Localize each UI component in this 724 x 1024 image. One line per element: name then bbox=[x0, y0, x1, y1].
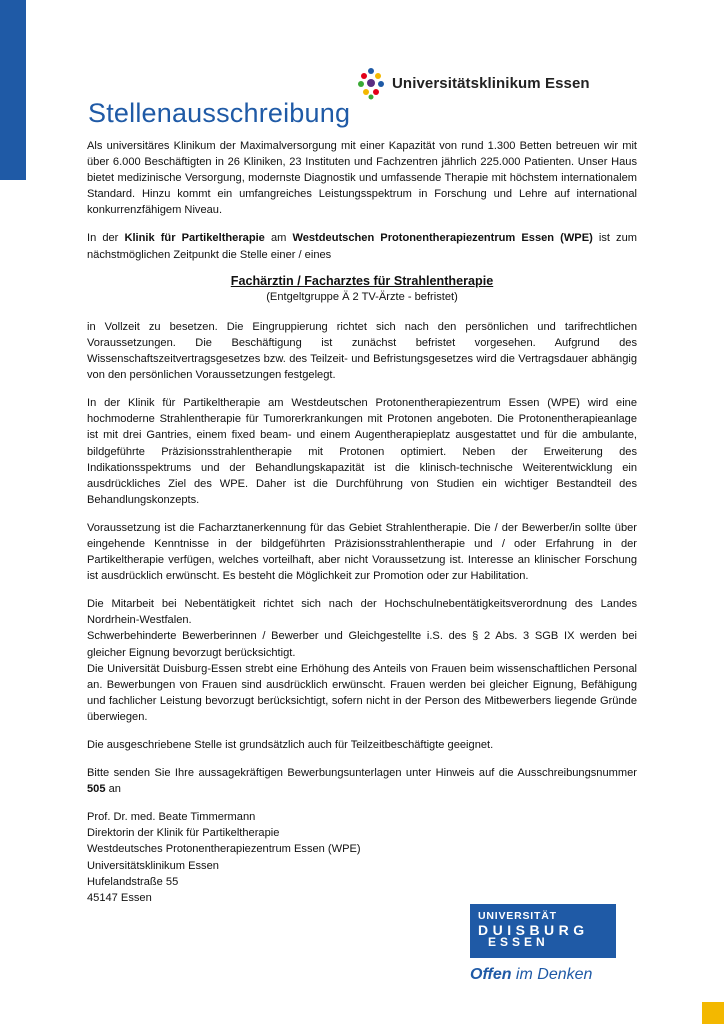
note-women: Die Universität Duisburg-Essen strebt eine Erhöhung des Anteils von Frauen beim wissenschaftlichen Personal an. Bewerbungen von Frauen sind ausdrücklich erwünscht. Frauen werden bei gleicher Eignung, Befähigung und fachlicher Leistung bevorzugt berücksichtigt, sofern nicht in der Person des Mitbewerbers liegende Gründe überwiegen. bbox=[87, 662, 637, 723]
address-line: Westdeutsches Protonentherapiezentrum Essen (WPE) bbox=[87, 843, 361, 856]
address-line: Universitätsklinikum Essen bbox=[87, 859, 219, 872]
address-line: 45147 Essen bbox=[87, 891, 152, 904]
apply-suffix: an bbox=[105, 783, 121, 796]
paragraph-requirements: Voraussetzung ist die Facharztanerkennung für das Gebiet Strahlentherapie. Die / der Bewerber/in sollte über eingehende Kenntnisse in der bildgeführten Präzisionsstrahlentherapie und / oder Erfahrung in der Partikeltherapie verfügen, welches vorteilhaft, aber nicht Voraussetzung ist. Interesse an klinischer Forschung ist ausdrücklich erwünscht. Es besteht die Möglichkeit zur Promotion oder zur Habilitation. bbox=[87, 521, 637, 583]
placement-middle: am bbox=[264, 232, 293, 245]
center-name: Westdeutschen Protonentherapiezentrum Essen (WPE) bbox=[292, 232, 593, 245]
paragraph-clinic: In der Klinik für Partikeltherapie am Westdeutschen Protonentherapiezentrum Essen (WPE) wird eine hochmoderne Strahlentherapie für Tumorerkrankungen mit Protonen angeboten. Die Protonentherapieanlage ist mit drei Gantries, einem fixed beam- und einem Augentherapieplatz ausgestattet und für die ambulante, bildgeführte Präzisionsstrahlentherapie mit Protonen optimiert. Neben der Erweiterung des Indikationsspektrums und der Behandlungskapazität ist die klinisch-technische Weiterentwicklung ein ausdrückliches Ziel des WPE. Daher ist die Durchführung von Studien ein wichtiger Bestandteil des Behandlungskonzepts. bbox=[87, 397, 637, 506]
intro-paragraph: Als universitäres Klinikum der Maximalversorgung mit einer Kapazität von rund 1.300 Betten betreuen wir mit über 6.000 Beschäftigten in 26 Kliniken, 23 Instituten und Fachzentren jährlich 225.000 Patienten. Unser Haus bietet medizinische Versorgung, modernste Diagnostik und umfassende Therapie mit höchstem internationalem Standard. Hinzu kommt ein umfangreiches Leistungsspektrum in Forschung und Lehre auf international konkurrenzfähigem Niveau. bbox=[87, 140, 637, 217]
page-title: Stellenausschreibung bbox=[88, 98, 351, 128]
address-block bbox=[87, 809, 637, 906]
apply-paragraph bbox=[87, 765, 637, 797]
paragraph-conditions: in Vollzeit zu besetzen. Die Eingruppierung richtet sich nach den persönlichen und tarifrechtlichen Voraussetzungen. Die Beschäftigung ist zunächst befristet vorgesehen. Aufgrund des Wissenschaftszeitvertragsgesetzes bzw. des Teilzeit- und Befristungsgesetzes wird die Vertragsdauer abhängig von den persönlichen Voraussetzungen festgelegt. bbox=[87, 320, 637, 382]
notes-paragraph bbox=[87, 596, 637, 725]
ude-logo-line3: ESSEN bbox=[488, 935, 549, 949]
document-body bbox=[87, 138, 637, 906]
address-line: Prof. Dr. med. Beate Timmermann bbox=[87, 811, 256, 824]
apply-text: Bitte senden Sie Ihre aussagekräftigen Bewerbungsunterlagen unter Hinweis auf die Ausschreibungsnummer bbox=[87, 767, 637, 780]
ukessen-emblem-icon bbox=[356, 66, 386, 100]
ude-slogan bbox=[470, 966, 616, 984]
job-title: Fachärztin / Facharztes für Strahlentherapie bbox=[230, 273, 494, 288]
ude-logo bbox=[470, 904, 616, 984]
ude-slogan-light: im Denken bbox=[511, 966, 593, 983]
ude-logo-line2: DUISBURG bbox=[478, 922, 589, 938]
address-line: Direktorin der Klinik für Partikeltherapie bbox=[87, 827, 280, 840]
job-subtitle: (Entgeltgruppe Ä 2 TV-Ärzte - befristet) bbox=[266, 290, 458, 303]
job-number: 505 bbox=[87, 783, 106, 796]
blue-side-bar bbox=[0, 0, 26, 180]
placement-suffix: ist zum nächstmöglichen Zeitpunkt die Stelle einer / eines bbox=[87, 232, 638, 261]
yellow-corner-square bbox=[702, 1002, 724, 1024]
note-secondary-employment: Die Mitarbeit bei Nebentätigkeit richtet sich nach der Hochschulnebentätigkeitsverordnung des Landes Nordrhein-Westfalen. bbox=[87, 598, 637, 627]
placement-paragraph bbox=[87, 230, 637, 262]
ude-logo-box bbox=[470, 904, 616, 958]
placement-prefix: In der bbox=[87, 232, 125, 245]
clinic-name: Klinik für Partikeltherapie bbox=[124, 232, 265, 245]
address-line: Hufelandstraße 55 bbox=[87, 875, 179, 888]
ukessen-logo bbox=[356, 66, 590, 100]
note-disability: Schwerbehinderte Bewerberinnen / Bewerber und Gleichgestellte i.S. des § 2 Abs. 3 SGB IX werden bei gleicher Eignung bevorzugt berücksichtigt. bbox=[87, 630, 637, 659]
parttime-paragraph: Die ausgeschriebene Stelle ist grundsätzlich auch für Teilzeitbeschäftigte geeignet. bbox=[87, 739, 494, 751]
ude-logo-line1: UNIVERSITÄT bbox=[478, 910, 557, 922]
org-name: Universitätsklinikum Essen bbox=[392, 74, 590, 92]
ude-slogan-bold: Offen bbox=[470, 966, 512, 983]
